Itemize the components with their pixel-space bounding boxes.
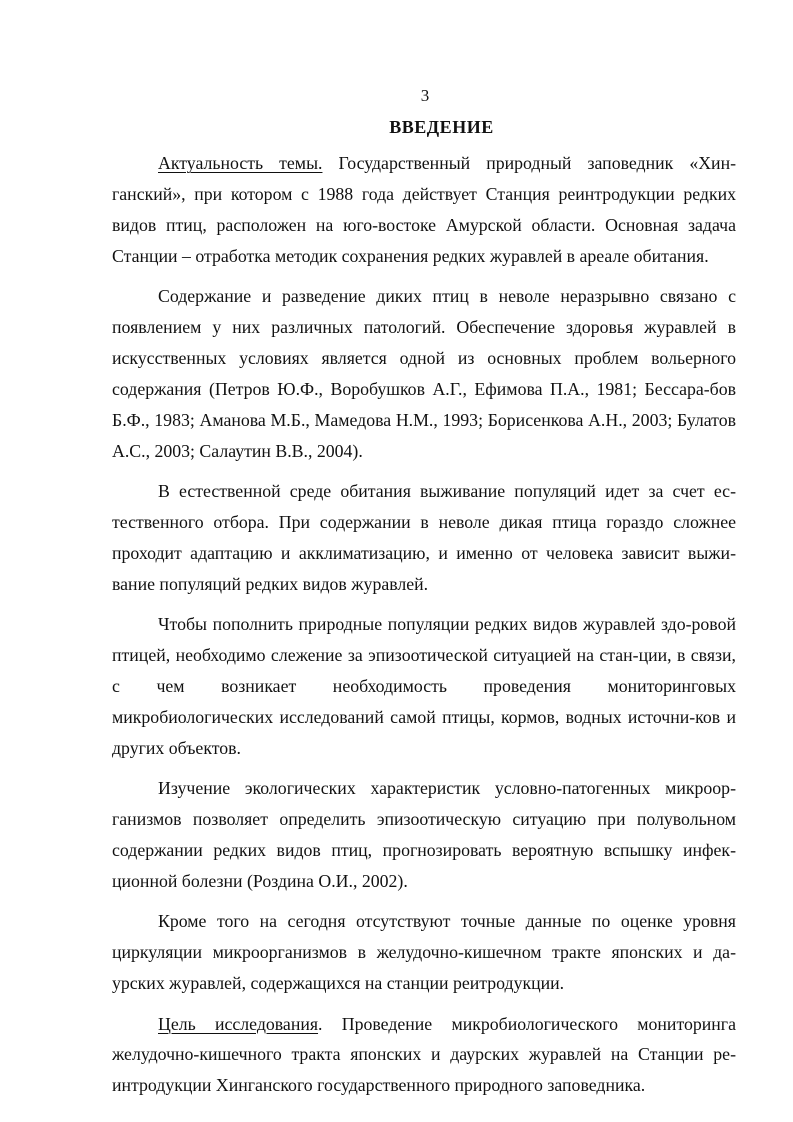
page-number: 3	[420, 86, 430, 105]
paragraph-text: Кроме того на сегодня отсутствуют точные данные по оценке уровня циркуляции микроорганизмов в желудочно-кишечном тракте японских и да-урских журавлей, содержащихся на станции реитродукции.	[112, 911, 736, 994]
paragraph-text: . Проведение микробиологического мониторинга желудочно-кишечного тракта японских и даурских журавлей на Станции ре-интродукции Хинганского государственного природного заповедника.	[112, 1013, 736, 1096]
paragraph-text: В естественной среде обитания выживание популяций идет за счет ес-тественного отбора. При содержании в неволе дикая птица гораздо сложнее проходит адаптацию и акклиматизацию, и именно от человека зависит выжи-вание популяций редких видов журавлей.	[112, 481, 736, 594]
paragraph-research-goal	[112, 1009, 736, 1102]
paragraph-ecology	[112, 773, 736, 897]
relevance-label: Актуальность темы.	[158, 153, 323, 173]
paragraph-relevance	[112, 148, 736, 272]
research-goal-label: Цель исследования	[158, 1013, 319, 1034]
paragraph-text: Содержание и разведение диких птиц в неволе неразрывно связано с появлением у них различных патологий. Обеспечение здоровья журавлей в искусственных условиях является одной из основных проблем вольерного содержания (Петров Ю.Ф., Воробушков А.Г., Ефимова П.А., 1981; Бессара-бов Б.Ф., 1983; Аманова М.Б., Мамедова Н.М., 1993; Борисенкова А.Н., 2003; Булатов А.С., 2003; Салаутин В.В., 2004).	[112, 286, 736, 461]
paragraph-natural-selection	[112, 476, 736, 600]
paragraph-text: Чтобы пополнить природные популяции редких видов журавлей здо-ровой птицей, необходимо слежение за эпизоотической ситуацией на стан-ции, в связи, с чем возникает необходимость проведения мониторинговых микробиологических исследований самой птицы, кормов, водных источни-ков и других объектов.	[112, 614, 736, 758]
paragraph-monitoring-need	[112, 609, 736, 764]
paragraph-pathologies	[112, 281, 736, 466]
body-text	[112, 148, 736, 1101]
paragraph-text: Государственный природный заповедник «Хин-ганский», при котором с 1988 года действует Станция реинтродукции редких видов птиц, расположен на юго-востоке Амурской области. Основная задача Станции – отработка методик сохранения редких журавлей в ареале обитания.	[112, 153, 737, 266]
section-heading: ВВЕДЕНИЕ	[389, 117, 494, 137]
paragraph-text: Изучение экологических характеристик условно-патогенных микроор-ганизмов позволяет определить эпизоотическую ситуацию при полувольном содержании редких видов птиц, прогнозировать вероятную вспышку инфек-ционной болезни (Роздина О.И., 2002).	[112, 778, 736, 891]
paragraph-data-gap	[112, 906, 736, 999]
